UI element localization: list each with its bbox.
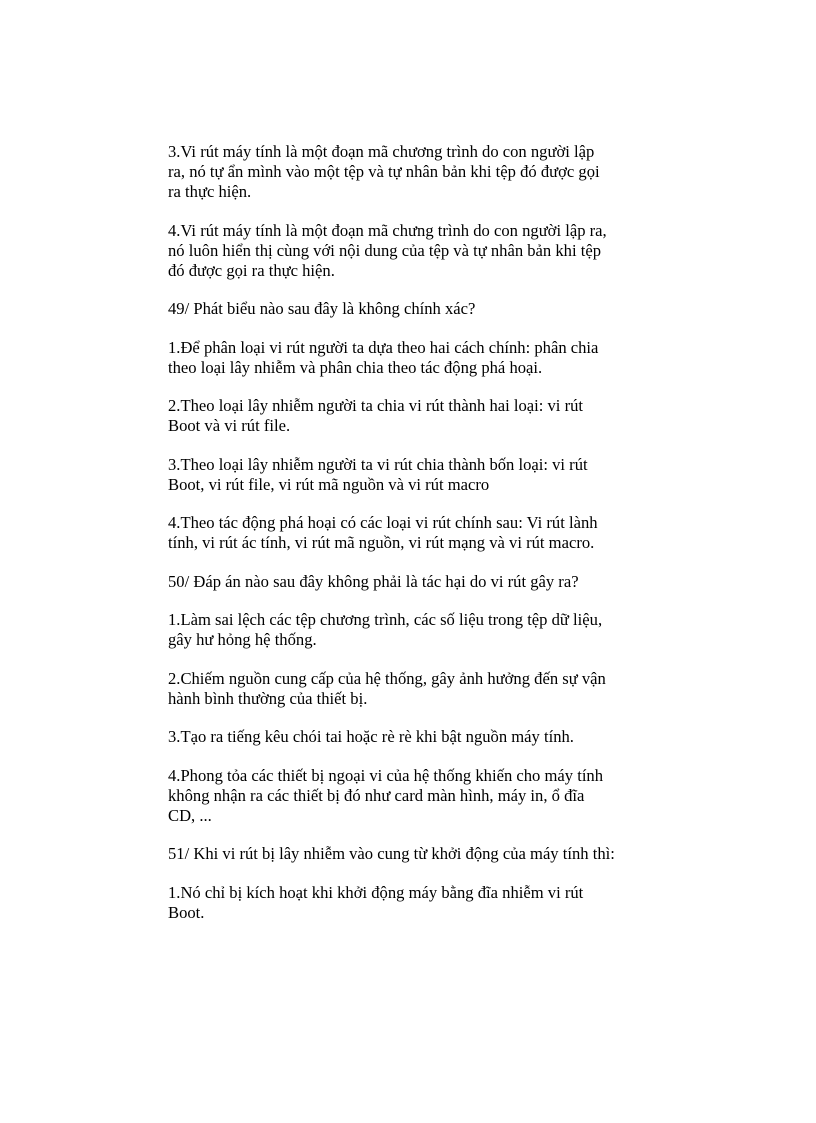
text-line: hành bình thường của thiết bị.: [168, 688, 368, 708]
question-paragraph: [168, 572, 668, 592]
answer-option-paragraph: [168, 766, 668, 826]
text-line: 3.Vi rút máy tính là một đoạn mã chương trình do con người lập: [168, 142, 595, 161]
answer-option-paragraph: [168, 610, 668, 650]
text-line: Boot, vi rút file, vi rút mã nguồn và vi rút macro: [168, 474, 490, 494]
answer-option-paragraph: [168, 455, 668, 495]
text-line: 51/ Khi vi rút bị lây nhiễm vào cung từ khởi động của máy tính thì:: [168, 844, 615, 863]
answer-option-paragraph: [168, 142, 668, 202]
answer-option-paragraph: [168, 669, 668, 709]
text-line: không nhận ra các thiết bị đó như card màn hình, máy in, ổ đĩa: [168, 785, 585, 805]
text-line: 2.Theo loại lây nhiễm người ta chia vi rút thành hai loại: vi rút: [168, 396, 583, 415]
answer-option-paragraph: [168, 221, 668, 281]
text-line: 3.Tạo ra tiếng kêu chói tai hoặc rè rè khi bật nguồn máy tính.: [168, 727, 574, 746]
text-line: CD, ...: [168, 805, 212, 825]
text-line: theo loại lây nhiễm và phân chia theo tác động phá hoại.: [168, 357, 543, 377]
text-line: 4.Phong tỏa các thiết bị ngoại vi của hệ thống khiến cho máy tính: [168, 765, 604, 785]
text-line: 1.Nó chỉ bị kích hoạt khi khởi động máy bằng đĩa nhiễm vi rút: [168, 882, 584, 902]
text-line: 3.Theo loại lây nhiễm người ta vi rút chia thành bốn loại: vi rút: [168, 454, 588, 474]
text-line: nó luôn hiển thị cùng với nội dung của tệp và tự nhân bản khi tệp: [168, 240, 601, 260]
text-line: đó được gọi ra thực hiện.: [168, 260, 335, 280]
question-paragraph: [168, 299, 668, 319]
text-line: tính, vi rút ác tính, vi rút mã nguồn, vi rút mạng và vi rút macro.: [168, 533, 595, 552]
answer-option-paragraph: [168, 396, 668, 436]
text-line: gây hư hỏng hệ thống.: [168, 630, 317, 649]
answer-option-paragraph: [168, 883, 668, 923]
text-line: Boot.: [168, 902, 205, 922]
answer-option-paragraph: [168, 338, 668, 378]
answer-option-paragraph: [168, 513, 668, 553]
text-line: ra thực hiện.: [168, 182, 252, 201]
text-line: 4.Vi rút máy tính là một đoạn mã chưng trình do con người lập ra,: [168, 220, 607, 240]
text-line: 4.Theo tác động phá hoại có các loại vi rút chính sau: Vi rút lành: [168, 513, 598, 532]
text-line: 50/ Đáp án nào sau đây không phải là tác hại do vi rút gây ra?: [168, 571, 579, 591]
text-line: 1.Để phân loại vi rút người ta dựa theo hai cách chính: phân chia: [168, 337, 599, 357]
text-line: 49/ Phát biểu nào sau đây là không chính xác?: [168, 299, 476, 318]
text-line: 1.Làm sai lệch các tệp chương trình, các số liệu trong tệp dữ liệu,: [168, 610, 603, 629]
document-page: [168, 142, 668, 941]
answer-option-paragraph: [168, 727, 668, 747]
text-line: 2.Chiếm nguồn cung cấp của hệ thống, gây ảnh hưởng đến sự vận: [168, 668, 606, 688]
question-paragraph: [168, 844, 668, 864]
text-line: ra, nó tự ẩn mình vào một tệp và tự nhân bản khi tệp đó được gọi: [168, 162, 600, 181]
text-line: Boot và vi rút file.: [168, 416, 291, 435]
